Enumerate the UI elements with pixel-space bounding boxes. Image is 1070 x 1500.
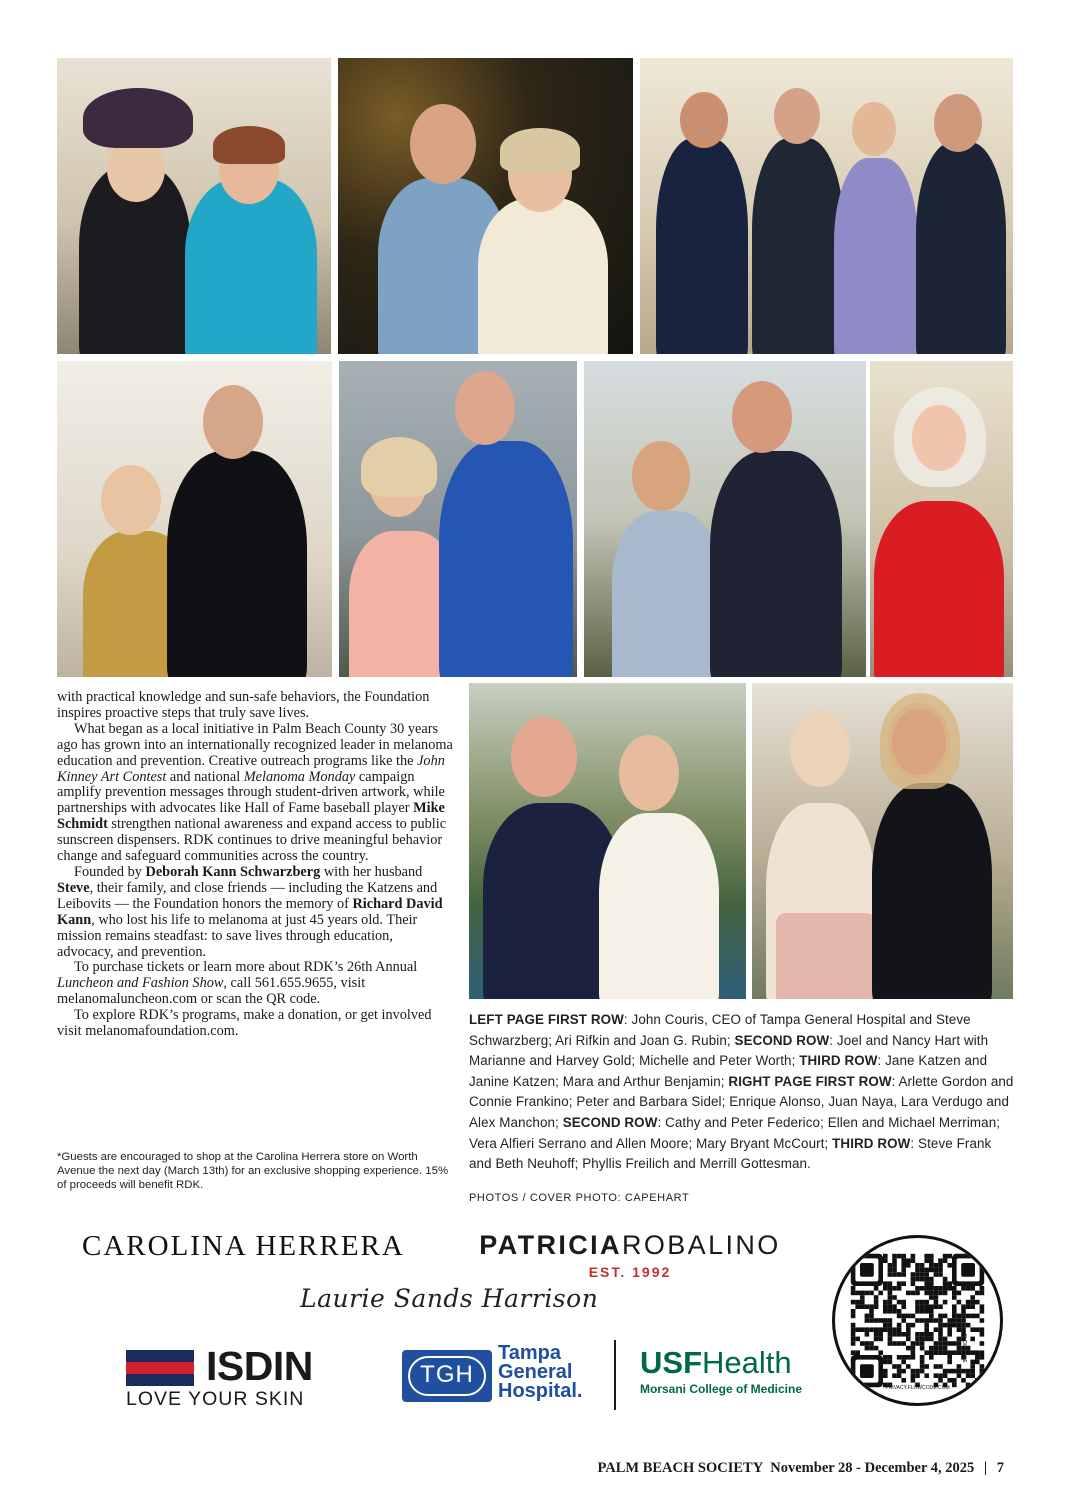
event-photo-2 <box>338 58 633 354</box>
caption-names: : Steve Frank and Beth Neuhoff; Phyllis Freilich and Merrill Gottesman. <box>469 1135 992 1172</box>
qr-side-text: FLOWCODE <box>961 1334 967 1363</box>
event-photo-6 <box>584 361 866 677</box>
event-photo-3 <box>640 58 1013 354</box>
event-photo-8 <box>469 683 746 999</box>
italic-title: Luncheon and Fashion Show <box>57 975 224 992</box>
tgh-badge-icon <box>402 1350 492 1402</box>
photo-captions <box>469 1010 1017 1175</box>
text-run: To explore RDK’s programs, make a donation, or get involved visit melanomafoundation.com. <box>57 1007 432 1040</box>
tampa-general-hospital-logo <box>402 1342 602 1406</box>
article-paragraph <box>57 960 453 1008</box>
tgh-line-1: Tampa <box>498 1342 561 1364</box>
isdin-flag-icon <box>126 1350 194 1386</box>
article-paragraph <box>57 722 453 865</box>
article-paragraph <box>57 865 453 960</box>
article-paragraph <box>57 1008 453 1040</box>
caption-row-heading: RIGHT PAGE FIRST ROW <box>728 1073 892 1089</box>
qr-bottom-text: PRIVACY.FLOWCODE.COM <box>885 1385 950 1391</box>
event-photo-5 <box>339 361 577 677</box>
text-run: strengthen national awareness and expand access to public sunscreen dispensers. RDK continues to drive meaningful behavior change and safeguard communities across the country. <box>57 816 447 865</box>
caption-names: : John Couris, CEO of Tampa General Hospital and Steve Schwarzberg; Ari Rifkin and Joan G. Rubin; <box>469 1012 971 1048</box>
italic-title: Melanoma Monday <box>243 768 356 785</box>
footnote: *Guests are encouraged to shop at the Carolina Herrera store on Worth Avenue the next day (March 13th) for an exclusive shopping experience. 15% of proceeds will benefit RDK. <box>57 1151 449 1191</box>
caption-row-heading: LEFT PAGE FIRST ROW <box>469 1012 624 1027</box>
text-run: , who lost his life to melanoma at just 45 years old. Their mission remains steadfast: to save lives through education, advocacy, and prevention. <box>57 911 418 960</box>
caption-row-heading: SECOND ROW <box>734 1032 830 1048</box>
bold-name: Richard David Kann <box>57 895 443 928</box>
event-photo-4 <box>57 361 332 677</box>
usf-health-logo <box>640 1346 810 1406</box>
isdin-logo <box>126 1343 326 1410</box>
bold-name: Mike Schmidt <box>57 800 445 833</box>
logo-divider <box>614 1340 616 1410</box>
text-run: with practical knowledge and sun-safe behaviors, the Foundation inspires proactive steps that truly save lives. <box>57 689 430 721</box>
tgh-line-2: General <box>498 1361 573 1383</box>
caption-row-heading: THIRD ROW <box>799 1053 878 1069</box>
carolina-herrera-logo: CAROLINA HERRERA <box>82 1230 405 1262</box>
text-run: , call 561.655.9655, visit melanomaluncheon.com or scan the QR code. <box>57 975 366 1008</box>
tgh-line-3: Hospital. <box>498 1380 583 1402</box>
text-run: with her husband <box>320 863 423 880</box>
usf-subtitle: Morsani College of Medicine <box>640 1382 803 1396</box>
bold-name: Deborah Kann Schwarzberg <box>145 863 321 880</box>
laurie-sands-harrison-logo: Laurie Sands Harrison <box>300 1284 599 1313</box>
caption-names: : Cathy and Peter Federico; Ellen and Michael Merriman; Vera Alfieri Serrano and Allen Moore; Mary Bryant McCourt; <box>469 1114 1001 1151</box>
italic-title: John Kinney Art Contest <box>57 752 445 785</box>
text-run: What began as a local initiative in Palm Beach County 30 years ago has grown into an internationally recognized leader in melanoma education and prevention. Creative outreach programs like the <box>57 720 453 769</box>
article-paragraph <box>57 690 453 722</box>
issue-dates: November 28 - December 4, 2025 <box>770 1460 975 1476</box>
patricia-robalino-logo <box>469 1230 791 1280</box>
article-text <box>57 690 453 1040</box>
robalino-text: ROBALINO <box>621 1230 781 1260</box>
event-photo-9 <box>752 683 1013 999</box>
footer-divider: | <box>983 1460 988 1476</box>
event-photo-7 <box>870 361 1013 677</box>
page-footer <box>597 1460 1004 1477</box>
text-run: Founded by <box>74 863 146 880</box>
patricia-est: EST. 1992 <box>588 1264 672 1280</box>
publication-name: PALM BEACH SOCIETY <box>597 1460 763 1476</box>
text-run: campaign amplify prevention messages through student-driven artwork, while partnerships with advocates like Hall of Fame baseball player <box>57 768 445 817</box>
event-photo-1 <box>57 58 331 354</box>
caption-names: : Joel and Nancy Hart with Marianne and Harvey Gold; Michelle and Peter Worth; <box>469 1032 989 1069</box>
qr-pattern-icon <box>835 1238 1000 1403</box>
page-number: 7 <box>996 1460 1004 1476</box>
usf-bold: USF <box>640 1345 702 1380</box>
isdin-wordmark: ISDIN <box>206 1343 313 1389</box>
qr-code[interactable] <box>832 1235 1003 1406</box>
photo-credit: PHOTOS / COVER PHOTO: CAPEHART <box>469 1192 690 1204</box>
caption-names: : Arlette Gordon and Connie Frankino; Peter and Barbara Sidel; Enrique Alonso, Juan Naya, Lara Verdugo and Alex Manchon; <box>469 1073 1014 1130</box>
text-run: To purchase tickets or learn more about RDK’s 26th Annual <box>74 959 418 976</box>
text-run: , their family, and close friends — including the Katzens and Leibovits — the Foundation honors the memory of <box>57 879 438 912</box>
bold-name: Steve <box>57 879 90 896</box>
text-run: and national <box>166 768 244 785</box>
tgh-badge-text: TGH <box>420 1361 474 1388</box>
isdin-tagline: LOVE YOUR SKIN <box>126 1388 305 1410</box>
caption-row-heading: THIRD ROW <box>832 1135 911 1151</box>
caption-row-heading: SECOND ROW <box>562 1114 658 1130</box>
caption-names: : Jane Katzen and Janine Katzen; Mara and Arthur Benjamin; <box>469 1053 988 1089</box>
patricia-text: PATRICIA <box>479 1230 622 1260</box>
usf-light: Health <box>702 1345 792 1380</box>
